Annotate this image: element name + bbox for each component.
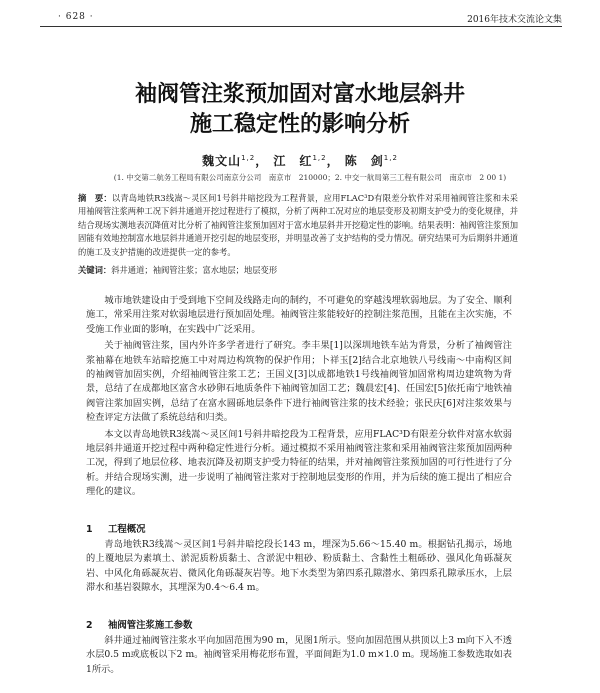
abstract-label: 摘 要：: [78, 193, 112, 203]
section-1-title: 工程概况: [108, 524, 146, 535]
keywords-label: 关键词：: [78, 265, 112, 275]
paper-title: [40, 80, 560, 140]
author-1: 魏文山: [202, 154, 242, 168]
author-3-affil: 1,2: [383, 154, 398, 162]
section-1-paragraph: 青岛地铁R3线嵩～灵区间1号斜井暗挖段长143 m，埋深为5.66～15.40 m。根据钻孔揭示，场地的上覆地层为素填土、淤泥质粉质黏土、含淤泥中粗砂、粉质黏土、含黏性土粗砾砂、强风化角砾凝灰岩、中风化角砾凝灰岩、微风化角砾凝灰岩等。地下水类型为第四系孔隙潜水、第四系孔隙承压水，上层滞水和基岩裂隙水，其埋深为0.4～6.4 m。: [86, 539, 512, 594]
title-line-1: 袖阀管注浆预加固对富水地层斜井: [134, 82, 465, 107]
journal-title: 2016年技术交流论文集: [467, 15, 562, 25]
abstract: [78, 192, 518, 259]
author-3: 陈 剑: [344, 154, 384, 168]
author-1-affil: 1,2: [241, 154, 256, 162]
section-1-number: 1: [86, 524, 93, 535]
title-line-2: 施工稳定性的影响分析: [189, 112, 410, 137]
intro-paragraph-2: 关于袖阀管注浆，国内外许多学者进行了研究。李丰果[1]以深圳地铁车站为背景，分析了袖阀管注浆袖幕在地铁车站暗挖施工中对周边构筑物的保护作用；卜祥玉[2]结合北京地铁八号线南～中南构区间的袖阀管加固实例，介绍袖阀管注浆工艺；王国义[3]以成都地铁1号线袖阀管加固常构周边建筑物为背景，总结了在成都地区富含水砂卵石地质条件下袖阀管加固工艺；魏晨宏[4]、任国宏[5]依托南宁地铁袖阀管注浆加固实例，总结了在富水圆砾地层条件下进行袖阀管注浆的技术经验；张民庆[6]对注浆效果与检查评定方法做了系统总结和归类。: [86, 340, 512, 424]
section-2-heading: [86, 617, 192, 631]
page-number: · 628 ·: [58, 12, 94, 22]
keywords: [78, 264, 518, 277]
section-1-heading: [86, 521, 146, 535]
introduction: [86, 294, 512, 502]
section-1-body: [86, 538, 512, 596]
intro-paragraph-3: 本文以青岛地铁R3线嵩～灵区间1号斜井暗挖段为工程背景，应用FLAC³D有限差分软件对富水软弱地层斜井通道开挖过程中两种稳定性进行分析。通过模拟不采用袖阀管注浆和采用袖阀管注浆预加固两种工况，得到了地层位移、地表沉降及初期支护受力特征的结果，并对袖阀管注浆预加固的可行性进行了分析。并结合现场实测，进一步说明了袖阀管注浆对于控制地层变形的作用，并为后续的施工提出了相应合理化的建议。: [86, 428, 512, 498]
abstract-text: 以青岛地铁R3线嵩～灵区间1号斜井暗挖段为工程背景，应用FLAC³D有限差分软件对采用袖阀管注浆和未采用袖阀管注浆两种工况下斜井通道开挖过程进行了模拟，分析了两种工况对应的地层变形及初期支护受力的变化规律，并结合现场实测地表沉降值对比分析了袖阀管注浆预加固对于富水地层斜井开挖稳定性的影响。结果表明：袖阀管注浆预加固能有效地控制富水地层斜井通道开挖引起的地层变形，并明显改善了支护结构的受力情况。研究结果可为后期斜井通道的施工及支护措施的改进提供一定的参考。: [78, 193, 518, 257]
author-list: 魏文山$^{1,2}$， 江 红$^{1,2}$， 陈 剑$^{1,2}$: [202, 154, 398, 168]
header-rule: [40, 26, 562, 27]
affiliation: (1. 中交第二航务工程局有限公司南京分公司 南京市 210000；2. 中交一航局第三工程有限公司 南京市 2 00 1): [113, 173, 507, 182]
section-2-paragraph: 斜井通过袖阀管注浆水平向加固范围为90 m，见图1所示。竖向加固范围从拱顶以上3 m向下入不透水层0.5 m或底板以下2 m。袖阀管采用梅花形布置，平面间距为1.0 m×1.0 m。现场施工参数选取如表1所示。: [86, 635, 512, 675]
running-header: [40, 10, 562, 28]
keywords-text: 斜井通道；袖阀管注浆；富水地层；地层变形: [111, 265, 278, 275]
author-2-affil: 1,2: [312, 154, 327, 162]
section-2-number: 2: [86, 620, 93, 631]
section-2-body: [86, 634, 512, 677]
intro-paragraph-1: 城市地铁建设由于受到地下空间及线路走向的制约，不可避免的穿越浅埋软弱地层。为了安全、顺利施工，常采用注浆对软弱地层进行预加固处理。袖阀管注浆能较好的控制注浆范围，且能在主次实施，不受施工作业面的影响，在实践中广泛采用。: [86, 295, 512, 335]
section-2-title: 袖阀管注浆施工参数: [108, 620, 193, 631]
author-2: 江 红: [273, 154, 313, 168]
